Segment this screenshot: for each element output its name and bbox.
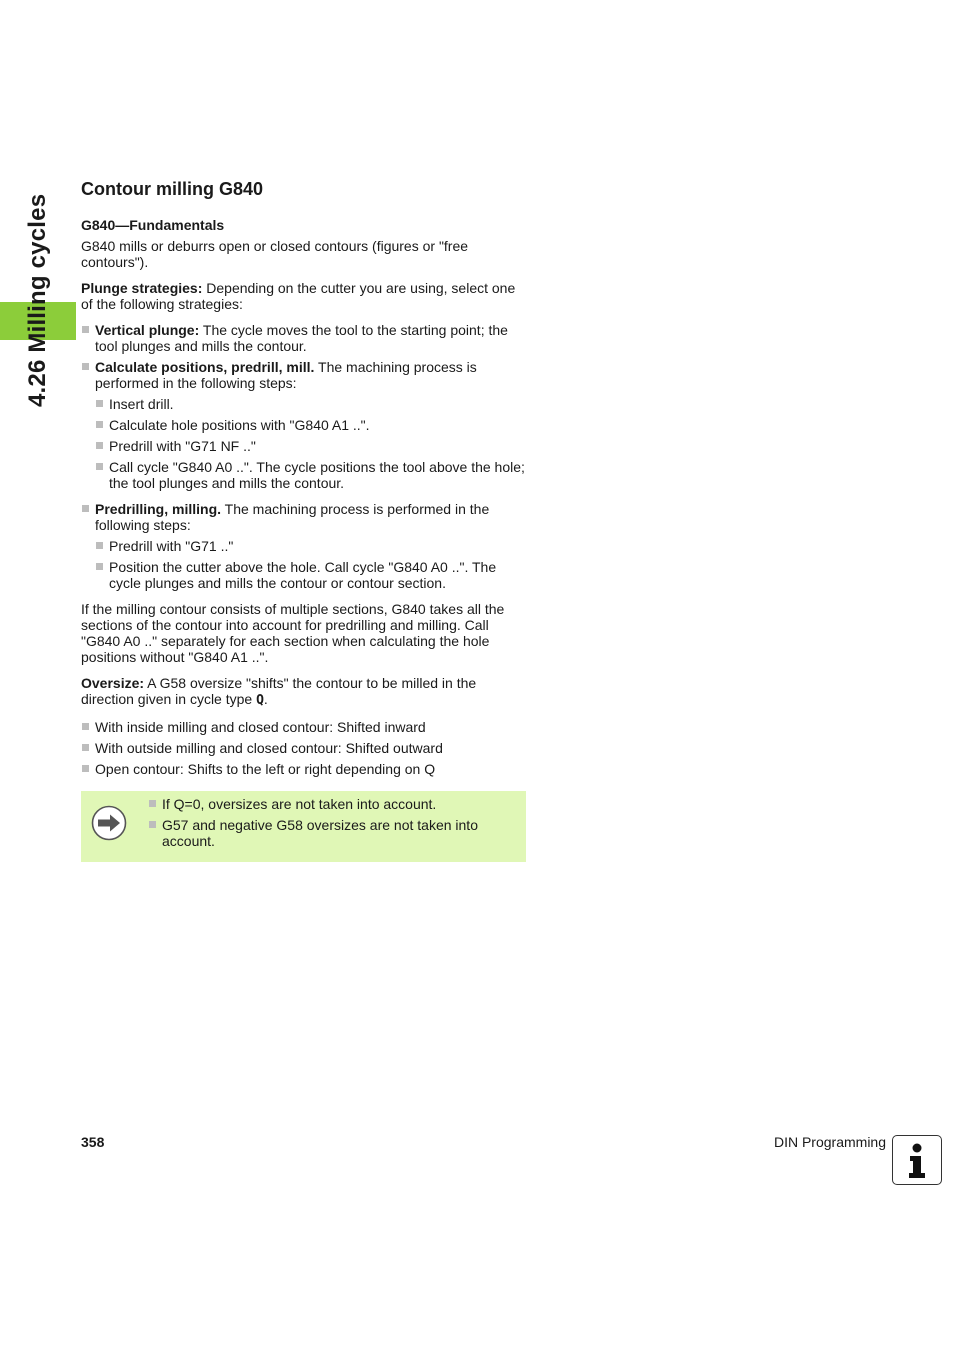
- plunge-text: Depending on the cutter you are using, select one of the following strategies:: [81, 280, 516, 312]
- oversize-item: With inside milling and closed contour: Shifted inward: [81, 719, 526, 735]
- intro-paragraph: G840 mills or deburrs open or closed contours (figures or "free contours").: [81, 238, 469, 270]
- page-title: Contour milling G840: [81, 179, 264, 199]
- strategy-label: Vertical plunge:: [95, 322, 200, 338]
- step-item: Position the cutter above the hole. Call cycle "G840 A0 ..". The cycle plunges and mills the contour or contour section.: [95, 559, 526, 591]
- note-item: If Q=0, oversizes are not taken into account.: [148, 796, 516, 812]
- oversize-end: .: [263, 691, 268, 707]
- oversize-item: With outside milling and closed contour: Shifted outward: [81, 740, 526, 756]
- plunge-paragraph: [81, 280, 526, 312]
- step-item: Calculate hole positions with "G840 A1 ..".: [95, 417, 526, 433]
- step-item: Insert drill.: [95, 396, 526, 412]
- strategy-text: The cycle moves the tool to the starting point; the tool plunges and mills the contour.: [95, 322, 508, 354]
- strategy-list: [81, 322, 526, 591]
- oversize-list: [81, 719, 526, 777]
- strategy-item: [81, 359, 526, 491]
- note-item: G57 and negative G58 oversizes are not taken into account.: [148, 817, 516, 849]
- info-icon[interactable]: [892, 1135, 942, 1185]
- main-content: [81, 178, 526, 862]
- page-number: 358: [81, 1134, 105, 1150]
- strategy-text: The machining process is performed in the following steps:: [95, 501, 490, 533]
- oversize-paragraph: [81, 675, 526, 709]
- note-list: [148, 796, 516, 849]
- strategy-text: The machining process is performed in the following steps:: [95, 359, 477, 391]
- strategy-label: Calculate positions, predrill, mill.: [95, 359, 315, 375]
- plunge-label: Plunge strategies:: [81, 280, 203, 296]
- arrow-right-icon: [91, 805, 127, 841]
- step-item: Predrill with "G71 ..": [95, 538, 526, 554]
- footer-section: DIN Programming: [773, 1134, 886, 1150]
- step-list: [95, 538, 526, 591]
- oversize-label: Oversize:: [81, 675, 145, 691]
- multi-section-paragraph: If the milling contour consists of multiple sections, G840 takes all the sections of the contour into account for predrilling and milling. Call "G840 A0 .." separately for each section when calculating the hole positions without "G840 A1 ..".: [81, 601, 505, 665]
- strategy-label: Predrilling, milling.: [95, 501, 222, 517]
- oversize-item: Open contour: Shifts to the left or right depending on Q: [81, 761, 526, 777]
- oversize-text: A G58 oversize "shifts" the contour to be milled in the direction given in cycle type: [81, 675, 477, 707]
- step-item: Predrill with "G71 NF ..": [95, 438, 526, 454]
- section-subtitle: G840—Fundamentals: [81, 217, 225, 233]
- step-list: [95, 396, 526, 491]
- info-icon-glyph: [893, 1136, 941, 1184]
- section-side-label: 4.26 Milling cycles: [24, 193, 51, 407]
- step-item: Call cycle "G840 A0 ..". The cycle positions the tool above the hole; the tool plunges and mills the contour.: [95, 459, 526, 491]
- note-box: [81, 791, 526, 862]
- oversize-code: Q: [256, 693, 264, 708]
- strategy-item: [81, 322, 526, 354]
- strategy-item: [81, 501, 526, 591]
